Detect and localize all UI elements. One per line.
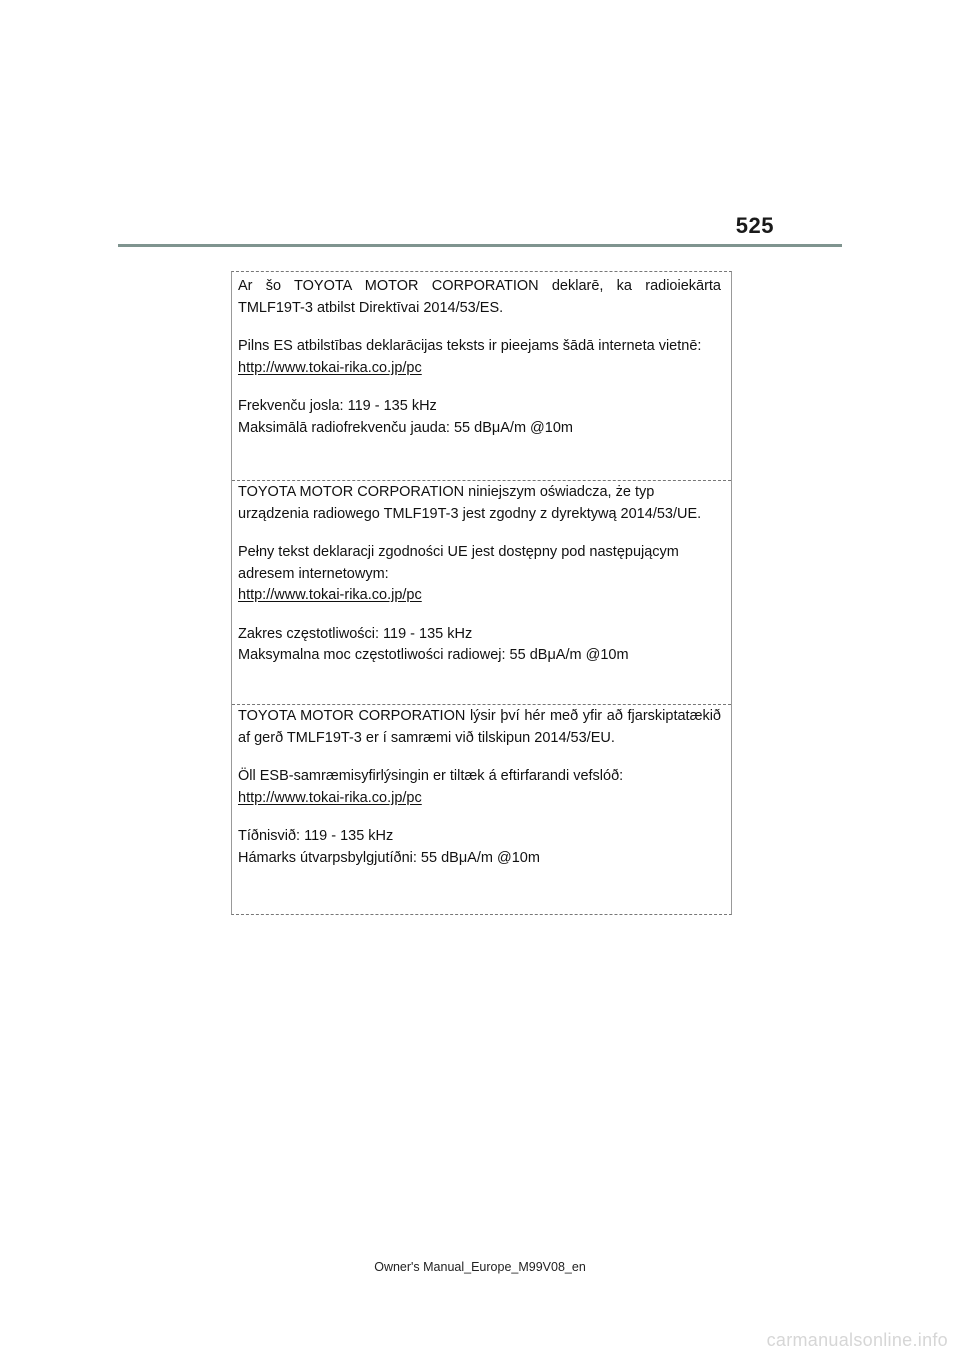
declaration-text: Ar šo TOYOTA MOTOR CORPORATION deklarē, ka radioiekārta TMLF19T-3 atbilst Direktīvai 2014/53/ES. xyxy=(238,278,721,316)
frequency-band: Zakres częstotliwości: 119 - 135 kHz xyxy=(238,625,473,642)
page-number: 525 xyxy=(735,213,774,238)
watermark: carmanualsonline.info xyxy=(766,1330,948,1350)
fulltext-label: Pilns ES atbilstības deklarācijas teksts ir pieejams šādā interneta vietnē: xyxy=(238,338,702,354)
page-footer: Owner's Manual_Europe_M99V08_en xyxy=(374,1260,586,1274)
declaration-link[interactable]: http://www.tokai-rika.co.jp/pc xyxy=(238,789,422,806)
max-power: Maksimālā radiofrekvenču jauda: 55 dBμA/m @10m xyxy=(238,419,573,436)
declaration-section-polish xyxy=(232,480,731,704)
declaration-link[interactable]: http://www.tokai-rika.co.jp/pc xyxy=(238,587,422,603)
declaration-section-latvian xyxy=(232,272,731,480)
fulltext-label: Pełny tekst deklaracji zgodności UE jest dostępny pod następującym adresem internetowym: xyxy=(238,544,679,582)
max-power: Maksymalna moc częstotliwości radiowej: 55 dBμA/m @10m xyxy=(238,647,629,663)
declaration-text: TOYOTA MOTOR CORPORATION niniejszym oświadcza, że typ urządzenia radiowego TMLF19T-3 jest zgodny z dyrektywą 2014/53/UE. xyxy=(238,484,702,522)
max-power: Hámarks útvarpsbylgjutíðni: 55 dBμA/m @10m xyxy=(238,849,540,866)
frequency-band: Frekvenču josla: 119 - 135 kHz xyxy=(238,398,437,414)
declaration-section-icelandic xyxy=(232,704,731,914)
declaration-box xyxy=(231,271,732,915)
declaration-link[interactable]: http://www.tokai-rika.co.jp/pc xyxy=(238,359,422,376)
header-rule xyxy=(118,244,842,247)
frequency-band: Tíðnisvið: 119 - 135 kHz xyxy=(238,828,394,844)
declaration-text: TOYOTA MOTOR CORPORATION lýsir því hér með yfir að fjarskiptatækið af gerð TMLF19T-3 er í samræmi við tilskipun 2014/53/EU. xyxy=(238,708,721,746)
fulltext-label: Öll ESB-samræmisyfirlýsingin er tiltæk á eftirfarandi vefslóð: xyxy=(238,768,624,784)
